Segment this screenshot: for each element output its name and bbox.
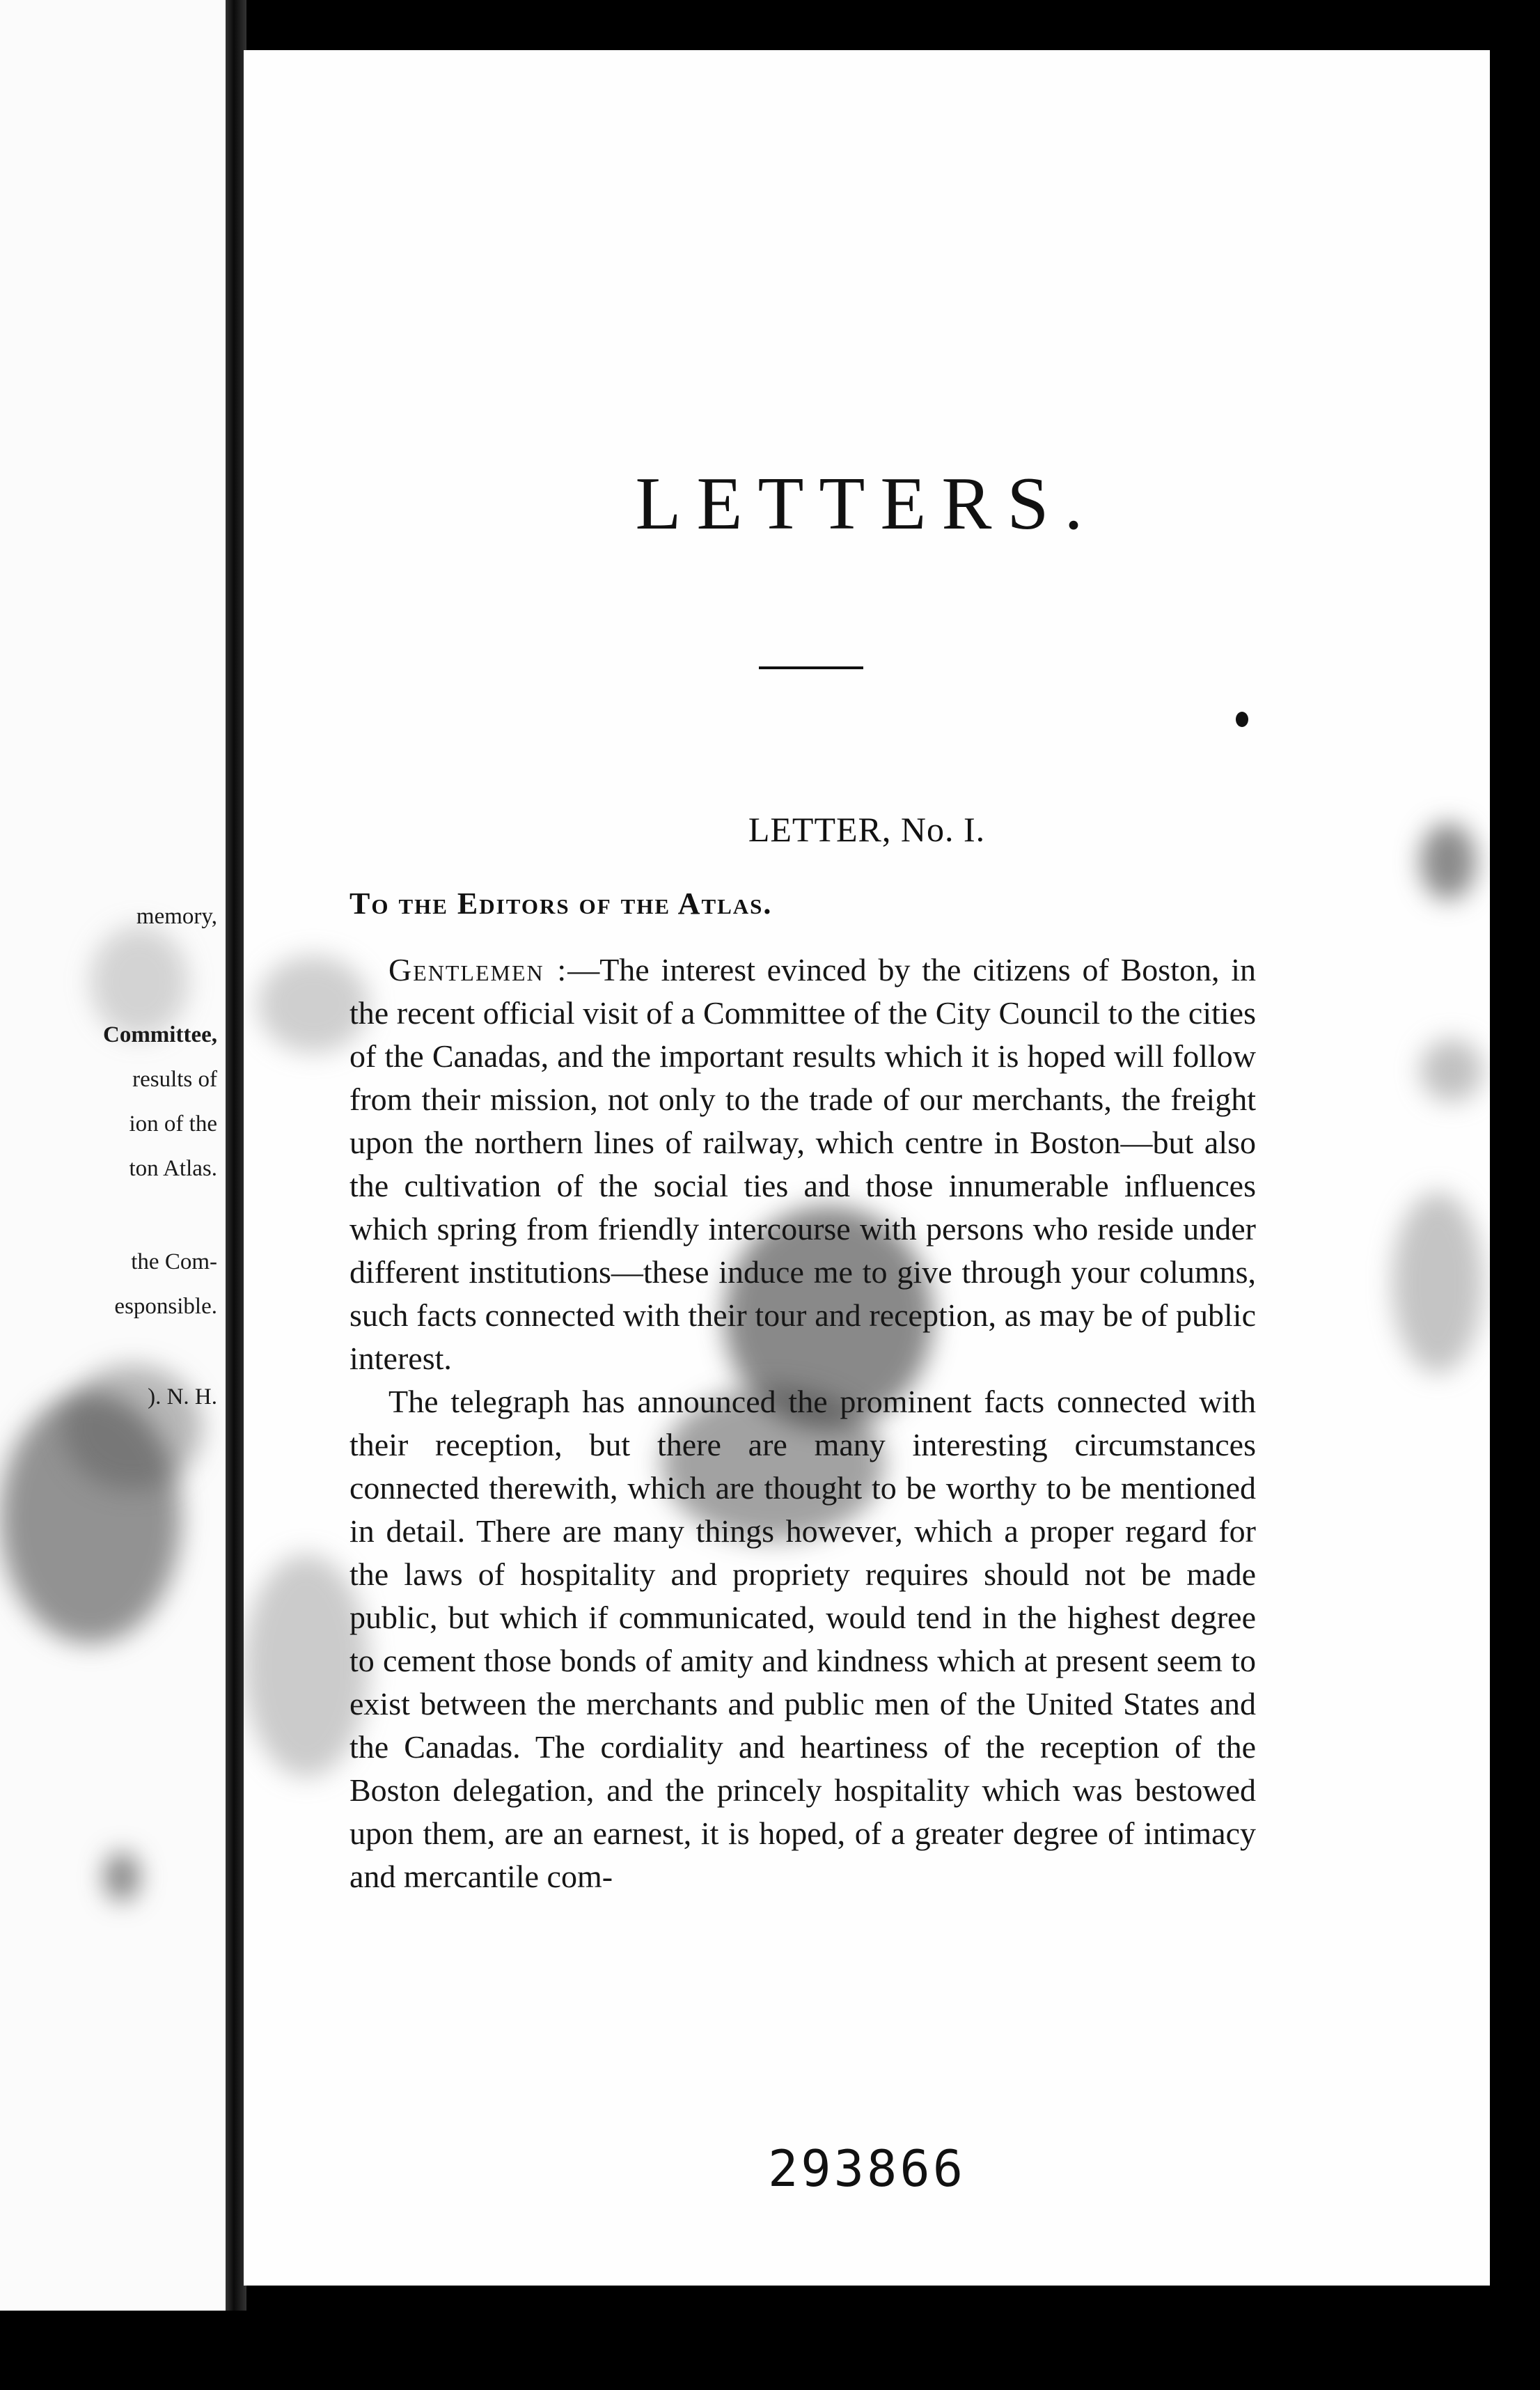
left-page-fragment: memory,: [136, 904, 217, 929]
paragraph: The telegraph has announced the prominent facts connected with their reception, but there are many interesting circumstances connected therewith, which are thought to be worthy to be mentioned in detail. There are many things however, which a proper regard for the laws of hospitality and propriety requires should not be made public, but which if communicated, would tend in the highest degree to cement those bonds of amity and kindness which at present seem to exist between the merchants and public men of the United States and the Canadas. The cordiality and heartiness of the reception of the Boston delegation, and the princely hospitality which was bestowed upon them, are an earnest, it is hoped, of a greater degree of intimacy and mercantile com-: [349, 1384, 1256, 1894]
heading-rule: [759, 666, 863, 669]
letter-title: LETTER, No. I.: [748, 810, 986, 849]
left-page-fragment: ion of the: [129, 1111, 217, 1137]
ink-dot: [1236, 712, 1248, 727]
left-page-fragment: Committee,: [102, 1022, 217, 1047]
main-page: [244, 50, 1490, 2286]
left-page-fragment: esponsible.: [114, 1294, 217, 1319]
paragraph: [349, 948, 1256, 1380]
ink-stain: [1392, 1192, 1483, 1373]
page-heading: LETTERS.: [635, 462, 1099, 545]
salutation: Gentlemen :: [388, 952, 568, 987]
left-page-fragment: ). N. H.: [148, 1384, 217, 1409]
page-number: 293866: [767, 2139, 966, 2198]
ink-stain: [104, 1852, 139, 1901]
ink-stain: [63, 1365, 202, 1490]
left-page-fragment: the Com-: [131, 1249, 217, 1274]
paragraph-text: —The interest evinced by the citizens of Boston, in the recent official visit of a Committee of the City Council to the cities of the Canadas, and the important results which it is hoped will follow from their mission, not only to the trade of our merchants, the freight upon the northern lines of railway, which centre in Boston—but also the cultivation of the social ties and those innumerable influences which spring from friendly intercourse with persons who reside under different institutions—these induce me to give through your columns, such facts connected with their tour and reception, as may be of public interest.: [349, 952, 1257, 1376]
addressee-line: To the Editors of the Atlas.: [349, 887, 773, 921]
ink-stain: [1420, 1039, 1483, 1102]
left-facing-page: [0, 0, 227, 2311]
left-page-fragment: ton Atlas.: [129, 1156, 217, 1181]
ink-stain: [91, 926, 188, 1038]
left-page-fragment: results of: [132, 1067, 217, 1092]
letter-body: [349, 948, 1256, 1898]
